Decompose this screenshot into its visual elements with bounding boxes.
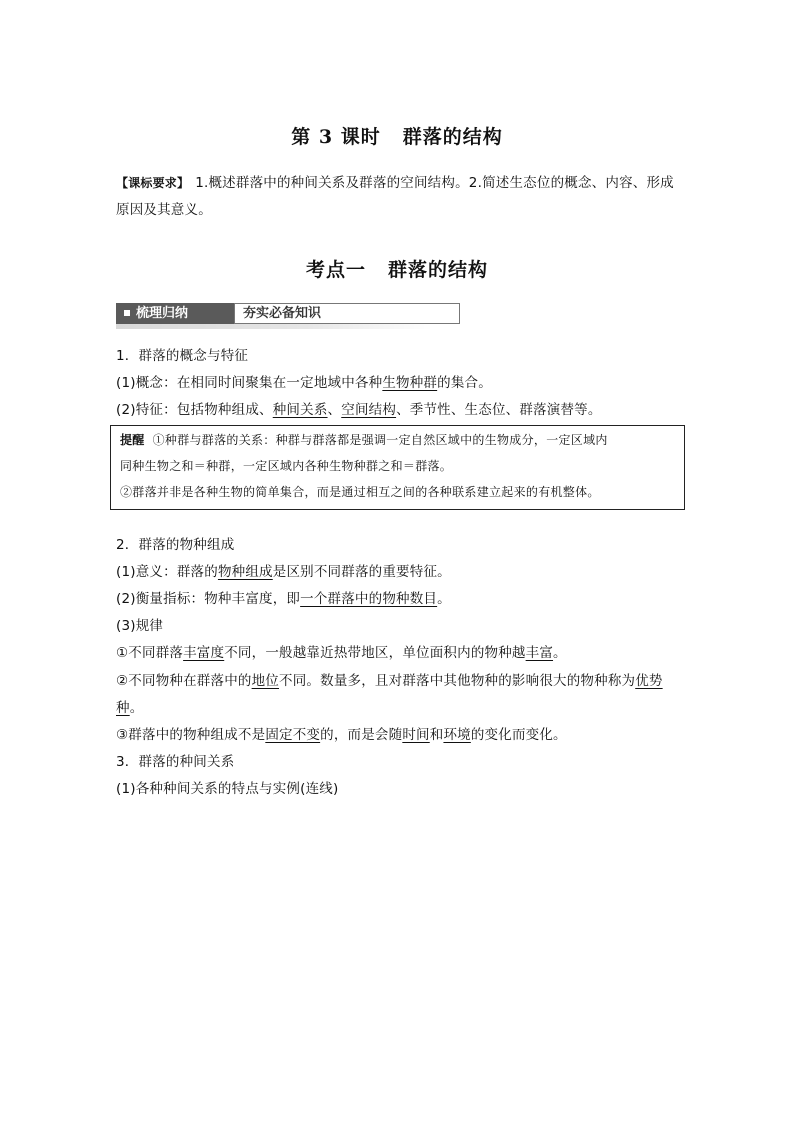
- banner-left-text: 梳理归纳: [136, 306, 189, 321]
- rule1-end: 。: [553, 645, 567, 661]
- features-separator: 、: [327, 402, 342, 418]
- p2-rule-2: [116, 671, 663, 691]
- rule3-underlined-2: 时间: [402, 727, 430, 743]
- rule1-underlined-2: 丰富: [525, 645, 554, 661]
- section-topic: 群落的结构: [388, 259, 489, 281]
- rule2-underlined-1: 地位: [251, 673, 280, 689]
- reminder-box: [110, 425, 685, 510]
- features-text: (2)特征：包括物种组成、: [116, 402, 273, 418]
- rule3-text: ③群落中的物种组成不是: [116, 727, 266, 743]
- reminder-line-1: [120, 431, 608, 448]
- rule2-text: ②不同物种在群落中的: [116, 673, 252, 689]
- rule3-end: 的变化而变化。: [470, 727, 567, 743]
- p2-rule-2-cont: [116, 698, 143, 718]
- p2-index: [116, 589, 451, 609]
- p1-features: [116, 400, 602, 420]
- index-underlined: 一个群落中的物种数目: [300, 591, 438, 607]
- features-underlined-1: 种间关系: [272, 402, 328, 418]
- index-end: 。: [437, 591, 451, 607]
- features-underlined-2: 空间结构: [341, 402, 397, 418]
- rule3-underlined-3: 环境: [443, 727, 471, 743]
- index-text: (2)衡量指标：物种丰富度，即: [116, 591, 301, 607]
- meaning-end: 是区别不同群落的重要特征。: [272, 564, 451, 580]
- meaning-underlined: 物种组成: [217, 564, 273, 580]
- reminder-text-1: ①种群与群落的关系：种群与群落都是强调一定自然区域中的生物成分，一定区域内: [152, 433, 608, 447]
- reminder-line-2: 同种生物之和＝种群，一定区域内各种生物种群之和＝群落。: [120, 459, 453, 473]
- summary-banner: [116, 303, 432, 329]
- requirement-tag: 【课标要求】: [116, 176, 190, 190]
- p2-meaning: [116, 562, 451, 582]
- section-number: 考点一: [305, 259, 366, 281]
- banner-left-label: [116, 303, 234, 324]
- meaning-text: (1)意义：群落的: [116, 564, 218, 580]
- concept-text: (1)概念：在相同时间聚集在一定地域中各种: [116, 375, 383, 391]
- features-end: 、季节性、生态位、群落演替等。: [396, 402, 602, 418]
- p1-concept: [116, 373, 492, 393]
- p3-sub: (1)各种种间关系的特点与实例(连线): [116, 781, 339, 797]
- reminder-line-3: ②群落并非是各种生物的简单集合，而是通过相互之间的各种联系建立起来的有机整体。: [120, 485, 600, 499]
- page-title: [0, 122, 794, 149]
- curriculum-requirement: [116, 170, 686, 224]
- rule2-underlined-2: 优势: [635, 673, 663, 689]
- concept-end: 的集合。: [437, 375, 492, 391]
- rule1-text: ①不同群落: [116, 645, 184, 661]
- rule2-middle: 不同。数量多，且对群落中其他物种的影响很大的物种称为: [279, 673, 636, 689]
- p1-heading: 1．群落的概念与特征: [116, 348, 249, 364]
- rule3-and: 和: [429, 727, 444, 743]
- rule2-end: 。: [129, 700, 144, 716]
- rule3-underlined-1: 固定不变: [265, 727, 321, 743]
- square-bullet-icon: [124, 310, 130, 316]
- p3-heading: 3．群落的种间关系: [116, 754, 235, 770]
- p2-rule-3: [116, 725, 567, 745]
- rule1-underlined-1: 丰富度: [183, 645, 225, 661]
- lesson-topic: 群落的结构: [402, 126, 503, 148]
- p2-rule-1: [116, 643, 567, 663]
- reminder-label: 提醒: [120, 433, 145, 447]
- banner-right-label: 夯实必备知识: [234, 303, 460, 324]
- requirement-text: 1.概述群落中的种间关系及群落的空间结构。2.简述生态位的概念、内容、形成原因及其意义。: [116, 175, 674, 218]
- section-heading: [0, 255, 794, 282]
- p2-rule: (3)规律: [116, 618, 164, 634]
- rule2-underlined-cont: 种: [116, 700, 130, 716]
- rule1-middle: 不同，一般越靠近热带地区，单位面积内的物种越: [224, 645, 526, 661]
- p2-heading: 2．群落的物种组成: [116, 537, 235, 553]
- lesson-number: 第 3 课时: [291, 126, 381, 148]
- concept-underlined: 生物种群: [382, 375, 438, 391]
- rule3-middle: 的，而是会随: [320, 727, 403, 743]
